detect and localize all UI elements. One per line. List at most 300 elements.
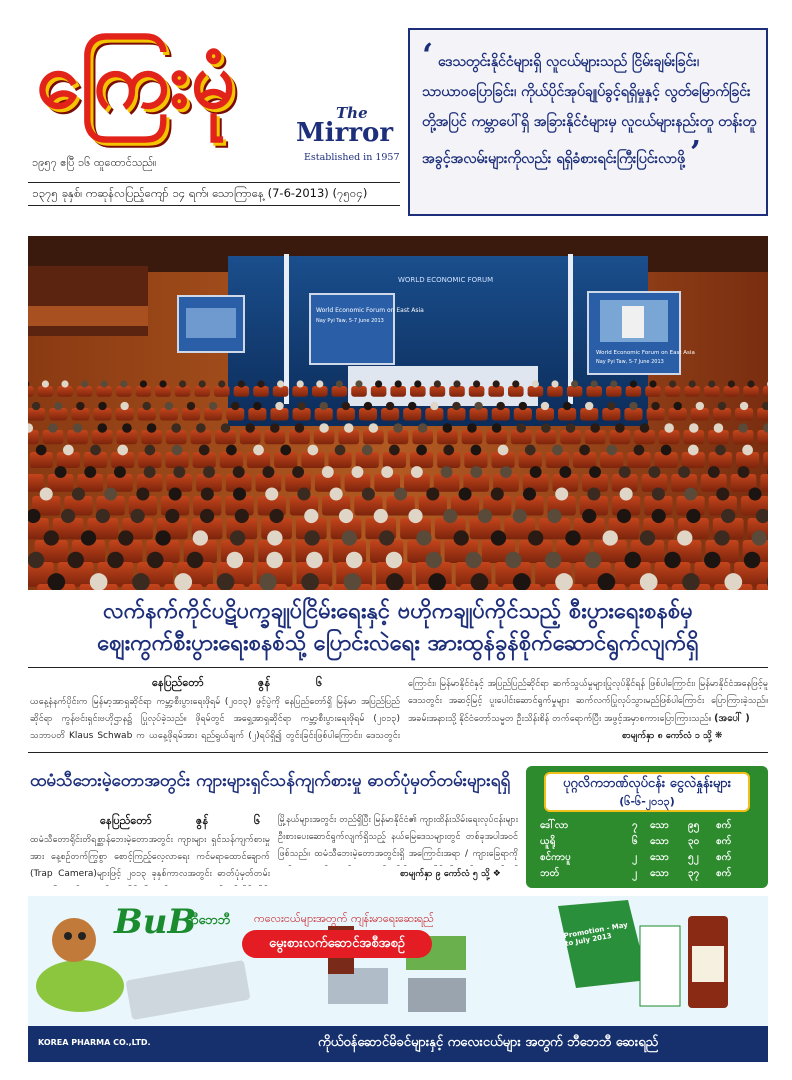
audience-member (342, 402, 350, 410)
audience-seat (763, 452, 768, 468)
audience-member (369, 423, 379, 433)
audience-member (336, 380, 343, 387)
audience-member (267, 530, 282, 545)
audience-member (418, 423, 428, 433)
exchange-row-n1: ၇ (632, 820, 638, 831)
audience-member (172, 445, 183, 456)
audience-member (615, 423, 625, 433)
audience-seat (214, 386, 230, 397)
audience-member (716, 487, 729, 500)
audience-member (344, 423, 354, 433)
audience-member (32, 402, 40, 410)
story1-para1: ယနေ့နံနက်ပိုင်းက မြန်မာ့အာရှဆိုင်ရာ ကမ္ဘာ့စီးပွားရေးဖိုရမ် (၂၀၁၃) ဖွင့်ပွဲကို နေပြည်တော်ရှိ မြန်မာ အပြည်ပြည်ဆိုင်ရာ ကွန်ဗင်းရှင်းဗဟိုဌာန၌ ပြုလုပ်ခဲ့သည်။ (30, 697, 400, 724)
audience-member (84, 466, 96, 478)
audience-member (718, 402, 726, 410)
audience-member (67, 552, 84, 569)
audience-member (54, 402, 62, 410)
audience-seat (760, 474, 768, 492)
audience-seat (704, 386, 720, 397)
audience-member (379, 530, 394, 545)
audience-member (230, 530, 245, 545)
audience-member (728, 380, 735, 387)
audience-member (320, 402, 328, 410)
audience-member (443, 509, 457, 523)
audience-seat (194, 386, 210, 397)
audience-member (90, 445, 101, 456)
audience-member (582, 509, 596, 523)
story1-para3: ကြောင်း၊ မြန်မာနိုင်ငံနှင့် အပြည်ပြည်ဆိုင်ရာ ဆက်သွယ်မှုများပြုလုပ်နိုင်ရန် ဖြစ်ပါကြောင်း၊ မြန်မာနိုင်ငံအနေဖြင့်မူ ဒေသတွင်း အဆင့်မြင့် ပူးပေါင်းဆောင်ရွက်မှုများ ဆက်လက်ပြုလုပ်သွားမည်ဖြစ်ပါကြောင်း ပြောကြားခဲ့သည်။ (408, 679, 768, 706)
audience-member (381, 466, 393, 478)
audience-member (73, 423, 83, 433)
audience-seat (606, 386, 622, 397)
audience-seat (136, 386, 152, 397)
audience-member (144, 466, 156, 478)
exchange-row-u2: စက် (716, 820, 732, 831)
audience-member (114, 466, 126, 478)
audience-seat (508, 386, 524, 397)
audience-member (590, 423, 600, 433)
audience-member (36, 445, 47, 456)
audience-member (245, 423, 255, 433)
audience-member (630, 380, 637, 387)
audience-seat (430, 386, 446, 397)
audience-member (165, 509, 179, 523)
audience-seat (645, 386, 661, 397)
audience-member (227, 552, 244, 569)
audience-member (497, 402, 505, 410)
audience-seat (332, 386, 348, 397)
audience-seat (96, 386, 112, 397)
audience-member (640, 530, 655, 545)
audience-seat (57, 386, 73, 397)
audience-member (684, 487, 697, 500)
story1-continuation[interactable]: စာမျက်နှာ ၈ ကော်လံ ၁ သို့ ❋ (622, 731, 723, 741)
audience-seat (586, 386, 602, 397)
audience-member (308, 445, 319, 456)
story1-tag: (အပေါ် ) (714, 713, 750, 724)
audience-member (173, 466, 185, 478)
audience-member (528, 530, 543, 545)
audience-member (505, 552, 522, 569)
audience-seat (38, 386, 54, 397)
audience-member (664, 423, 674, 433)
audience-member (394, 487, 407, 500)
audience-member (559, 466, 571, 478)
audience-seat (312, 386, 328, 397)
story2-byline-place: နေပြည်တော် (100, 814, 152, 827)
audience-member (339, 509, 353, 523)
audience-member (620, 487, 633, 500)
audience-member (563, 402, 571, 410)
audience-member (587, 487, 600, 500)
audience-member (607, 402, 615, 410)
exchange-rate-box (526, 766, 768, 888)
audience-member (742, 445, 753, 456)
audience-member (193, 530, 208, 545)
audience-member (606, 445, 617, 456)
audience-member (678, 466, 690, 478)
audience-seat (116, 386, 132, 397)
audience-member (316, 380, 323, 387)
audience-member (171, 423, 181, 433)
ad-promo-label: Promotion - May to July 2013 (563, 920, 629, 948)
story2-continuation[interactable]: စာမျက်နှာ ၉ ကော်လံ ၅ သို့ ❖ (400, 869, 501, 879)
audience-seat (410, 386, 426, 397)
audience-seat (488, 386, 504, 397)
audience-member (226, 445, 237, 456)
audience-member (40, 487, 53, 500)
audience-member (498, 445, 509, 456)
audience-member (493, 380, 500, 387)
audience-member (199, 380, 206, 387)
audience-member (661, 445, 672, 456)
audience-member (165, 402, 173, 410)
audience-member (96, 509, 110, 523)
audience-member (688, 445, 699, 456)
audience-member (386, 552, 403, 569)
audience-member (266, 552, 283, 569)
conference-photo (28, 236, 768, 590)
exchange-row-u1: သော (650, 820, 669, 831)
audience-member (674, 402, 682, 410)
audience-member (408, 402, 416, 410)
audience-member (81, 530, 96, 545)
audience-seat (155, 386, 171, 397)
audience-member (55, 466, 67, 478)
audience-member (42, 380, 49, 387)
audience-member (530, 466, 542, 478)
audience-member (541, 402, 549, 410)
audience-member (677, 530, 692, 545)
audience-member (44, 530, 59, 545)
audience-member (565, 530, 580, 545)
story1-divider (28, 752, 768, 753)
audience-member (491, 487, 504, 500)
exchange-row-u1: သော (650, 836, 669, 847)
audience-seat (626, 386, 642, 397)
story2-para1: ထမံသီတောရိုင်းတိရစ္ဆာန်ဘေးမဲ့တောအတွင်း ကျားများ ရှင်သန်ကျက်စားမှုအား နေ့စဉ်တက်ကြွစွာ စောင့်ကြည့်လေ့လာရေး ကင်မရာထောင်ချောက် (Trap Camera)များဖြင့် ၂၀၁၃ ခုနှစ်ကာလအတွင်း ဓာတ်ပုံမှတ်တမ်း (30, 835, 270, 879)
audience-seat (28, 474, 44, 492)
audience-seat (743, 386, 759, 397)
audience-seat (175, 386, 191, 397)
screen-subtitle-right: Nay Pyi Taw, 5-7 June 2013 (596, 359, 664, 365)
audience-member (541, 423, 551, 433)
audience-member (28, 552, 44, 569)
audience-member (61, 509, 75, 523)
audience-member (571, 380, 578, 387)
story2-para2: မြို့နယ်များအတွင်း တည်ရှိပြီး မြန်မာနိုင်ငံ၏ ကျားထိန်းသိမ်းရေးလုပ်ငန်းများ ဦးစားပေးဆောင်ရွက်လျက်ရှိသည့် နယ်မြေဒေသများတွင် တစ်ခုအပါအဝင် ဖြစ်သည်။ ထမံသီဘေးမဲ့တောအတွင်းရှိ အကြောင်းအရာ / ကျားခြေရာကို (278, 815, 518, 859)
exchange-row-n2: ၉၅ (688, 820, 700, 831)
story2-byline-month: ဇွန် (196, 814, 209, 827)
audience-member (471, 445, 482, 456)
audience-seat (756, 584, 768, 590)
audience-member (393, 423, 403, 433)
audience-member (221, 423, 231, 433)
audience-member (473, 380, 480, 387)
audience-member (454, 530, 469, 545)
story1-column2 (408, 676, 768, 728)
audience-member (118, 530, 133, 545)
audience-member (297, 487, 310, 500)
audience-seat (684, 386, 700, 397)
audience-member (629, 402, 637, 410)
audience-member (414, 380, 421, 387)
audience-member (117, 445, 128, 456)
audience-member (491, 530, 506, 545)
audience-member (306, 552, 323, 569)
audience-member (738, 466, 750, 478)
conference-hall-illustration (28, 236, 768, 590)
audience-member (200, 509, 214, 523)
audience-member (459, 487, 472, 500)
audience-member (199, 445, 210, 456)
audience-member (262, 466, 274, 478)
audience-member (231, 402, 239, 410)
audience-member (714, 530, 729, 545)
audience-member (253, 402, 261, 410)
ad-brand: ဘီဘေဘီ (186, 913, 231, 928)
audience-member (355, 380, 362, 387)
audience-member (552, 445, 563, 456)
audience-member (566, 423, 576, 433)
audience-member (187, 402, 195, 410)
audience-member (253, 445, 264, 456)
audience-member (297, 402, 305, 410)
audience-member (704, 552, 721, 569)
audience-member (297, 380, 304, 387)
audience-member (624, 552, 641, 569)
audience-member (269, 509, 283, 523)
audience-member (362, 487, 375, 500)
exchange-row (540, 818, 756, 834)
audience-member (143, 402, 151, 410)
audience-seat (528, 386, 544, 397)
audience-member (555, 487, 568, 500)
exchange-row (540, 866, 756, 882)
audience-member (426, 552, 443, 569)
audience-member (525, 445, 536, 456)
audience-member (686, 509, 700, 523)
audience-member (740, 402, 748, 410)
logo-the: The (336, 104, 368, 122)
audience-member (619, 466, 631, 478)
audience-member (416, 530, 431, 545)
story1-para4: အခမ်းအနားသို့ နိုင်ငံတော်သမ္မတ ဦးသိန်းစိန် တက်ရောက်ပြီး အဖွင့်အမှာစကားပြောကြားသည်။ (408, 714, 712, 724)
audience-member (610, 380, 617, 387)
exchange-row-n2: ၅၂ (688, 852, 699, 863)
audience-member (523, 487, 536, 500)
screen-title: World Economic Forum on East Asia (316, 307, 424, 314)
audience-member (295, 423, 305, 433)
audience-member (374, 509, 388, 523)
audience-member (122, 423, 132, 433)
logo-mirror: Mirror (296, 118, 394, 148)
audience-seat (763, 386, 768, 397)
audience-member (196, 423, 206, 433)
audience-member (169, 487, 182, 500)
exchange-row-u2: စက် (716, 852, 732, 863)
exchange-row-label: စင်ကာပူ (540, 852, 571, 863)
audience-seat (390, 386, 406, 397)
audience-member (579, 445, 590, 456)
audience-member (649, 380, 656, 387)
story2-byline-day: ၆ (254, 814, 261, 827)
audience-member (652, 509, 666, 523)
exchange-row-u1: သော (650, 868, 669, 879)
audience-member (512, 380, 519, 387)
exchange-row-u2: စက် (716, 868, 732, 879)
audience-seats (28, 380, 768, 590)
audience-member (708, 466, 720, 478)
audience-seat (77, 386, 93, 397)
audience-member (532, 380, 539, 387)
audience-member (696, 402, 704, 410)
audience-member (304, 509, 318, 523)
audience-member (547, 509, 561, 523)
audience-member (362, 445, 373, 456)
audience-member (275, 402, 283, 410)
audience-member (233, 466, 245, 478)
exchange-row-u1: သော (650, 852, 669, 863)
audience-member (748, 487, 761, 500)
audience-member (120, 380, 127, 387)
ad-ribbon: မွေးစားလက်ဆောင်အစီအစဉ် (242, 930, 432, 958)
audience-member (721, 509, 735, 523)
pull-quote-box (408, 28, 768, 216)
audience-seat (665, 386, 681, 397)
audience-member (551, 380, 558, 387)
exchange-row-label: ဒေါ်လာ (540, 820, 569, 831)
ad-logo: BuB (114, 902, 197, 942)
audience-member (519, 402, 527, 410)
audience-member (235, 509, 249, 523)
audience-member (689, 423, 699, 433)
audience-member (375, 380, 382, 387)
audience-member (277, 380, 284, 387)
main-headline-line2: ဈေးကွက်စီးပွားရေးစနစ်သို့ ပြောင်းလဲရေး အားထွန်ခွန်စိုက်ဆောင်ရွက်လျက်ရှိ (97, 631, 699, 656)
audience-member (265, 487, 278, 500)
audience-member (120, 402, 128, 410)
audience-member (98, 423, 108, 433)
advertisement-banner[interactable] (28, 896, 768, 1062)
audience-seat (469, 386, 485, 397)
story2-headline: ထမံသီဘေးမဲ့တောအတွင်း ကျားများရှင်သန်ကျက်စားမှု ဓာတ်ပုံမှတ်တမ်းများရရှိ (30, 771, 511, 791)
audience-member (470, 466, 482, 478)
audience-member (257, 380, 264, 387)
audience-member (330, 487, 343, 500)
audience-member (292, 466, 304, 478)
audience-member (651, 402, 659, 410)
audience-member (76, 402, 84, 410)
exchange-rate-title-box (544, 772, 750, 812)
pull-quote-text: ဒေသတွင်းနိုင်ငံများရှိ လူငယ်များသည် ငြိမ်းချမ်းခြင်း၊ သာယာဝပြောခြင်း၊ ကိုယ်ပိုင်အုပ်ချုပ်ခွင့်ရရှိမှုနှင့် လွတ်မြောက်ခြင်းတို့အပြင် ကမ္ဘာပေါ်ရှိ အခြားနိုင်ငံများမှ လူငယ်များနည်းတူ တန်းတူအခွင့်အလမ်းများကိုလည်း ရရှိခံစားရင်းကြီးပြင်းလာဖို့ (422, 54, 757, 167)
exchange-rate-title: ပုဂ္ဂလိကဘဏ်လုပ်ငန်း ငွေလဲနှုန်းများ (562, 776, 732, 791)
audience-member (335, 445, 346, 456)
story1-byline-month: ဇွန် (258, 676, 271, 689)
audience-member (63, 445, 74, 456)
audience-seat (371, 386, 387, 397)
story1-column1 (30, 694, 400, 746)
exchange-row (540, 850, 756, 866)
audience-member (218, 380, 225, 387)
newspaper-logo: ကြေးမုံ (36, 36, 238, 126)
audience-seat (292, 386, 308, 397)
audience-member (201, 487, 214, 500)
audience-member (474, 402, 482, 410)
audience-member (430, 402, 438, 410)
audience-member (270, 423, 280, 433)
audience-member (441, 466, 453, 478)
audience-seat (547, 386, 563, 397)
audience-member (744, 552, 761, 569)
audience-member (131, 509, 145, 523)
audience-member (513, 509, 527, 523)
audience-member (603, 530, 618, 545)
audience-member (478, 509, 492, 523)
audience-member (147, 423, 157, 433)
audience-member (72, 487, 85, 500)
audience-member (747, 380, 754, 387)
exchange-row-n1: ၂ (632, 868, 637, 879)
audience-member (416, 445, 427, 456)
main-headline (28, 596, 768, 660)
audience-member (107, 552, 124, 569)
audience-member (708, 380, 715, 387)
audience-member (322, 466, 334, 478)
quote-open-mark: ‘ (422, 36, 434, 74)
ad-company: KOREA PHARMA CO.,LTD. (38, 1038, 151, 1047)
audience-member (617, 509, 631, 523)
audience-member (389, 445, 400, 456)
audience-member (443, 423, 453, 433)
audience-member (81, 380, 88, 387)
stage-banner: WORLD ECONOMIC FORUM (398, 276, 494, 284)
audience-member (434, 380, 441, 387)
audience-member (280, 445, 291, 456)
audience-member (426, 487, 439, 500)
audience-member (159, 380, 166, 387)
exchange-row-n1: ၆ (632, 836, 638, 847)
exchange-row-n1: ၂ (632, 852, 637, 863)
audience-member (147, 552, 164, 569)
audience-member (634, 445, 645, 456)
audience-member (155, 530, 170, 545)
exchange-row-n2: ၃၀ (688, 836, 700, 847)
audience-member (104, 487, 117, 500)
audience-member (238, 380, 245, 387)
audience-member (140, 380, 147, 387)
audience-member (648, 466, 660, 478)
masthead-subtitle: ၁၉၅၇ ဧပြီ ၁၆ ထူထောင်သည်။ (32, 156, 157, 169)
audience-member (492, 423, 502, 433)
ad-footer (28, 1026, 768, 1062)
story1-byline-place: နေပြည်တော် (152, 676, 204, 689)
audience-member (545, 552, 562, 569)
audience-member (664, 552, 681, 569)
audience-member (233, 487, 246, 500)
audience-member (101, 380, 108, 387)
audience-seat (234, 386, 250, 397)
audience-member (61, 380, 68, 387)
audience-member (48, 423, 58, 433)
ad-tagline: ကလေးငယ်များအတွက် ကျန်းမာရေးဆေးရည် (254, 912, 434, 925)
audience-member (304, 530, 319, 545)
story1-byline-day: ၆ (316, 676, 323, 689)
audience-seat (273, 386, 289, 397)
audience-seat (567, 386, 583, 397)
audience-member (752, 530, 767, 545)
quote-close-mark: ’ (689, 133, 701, 171)
